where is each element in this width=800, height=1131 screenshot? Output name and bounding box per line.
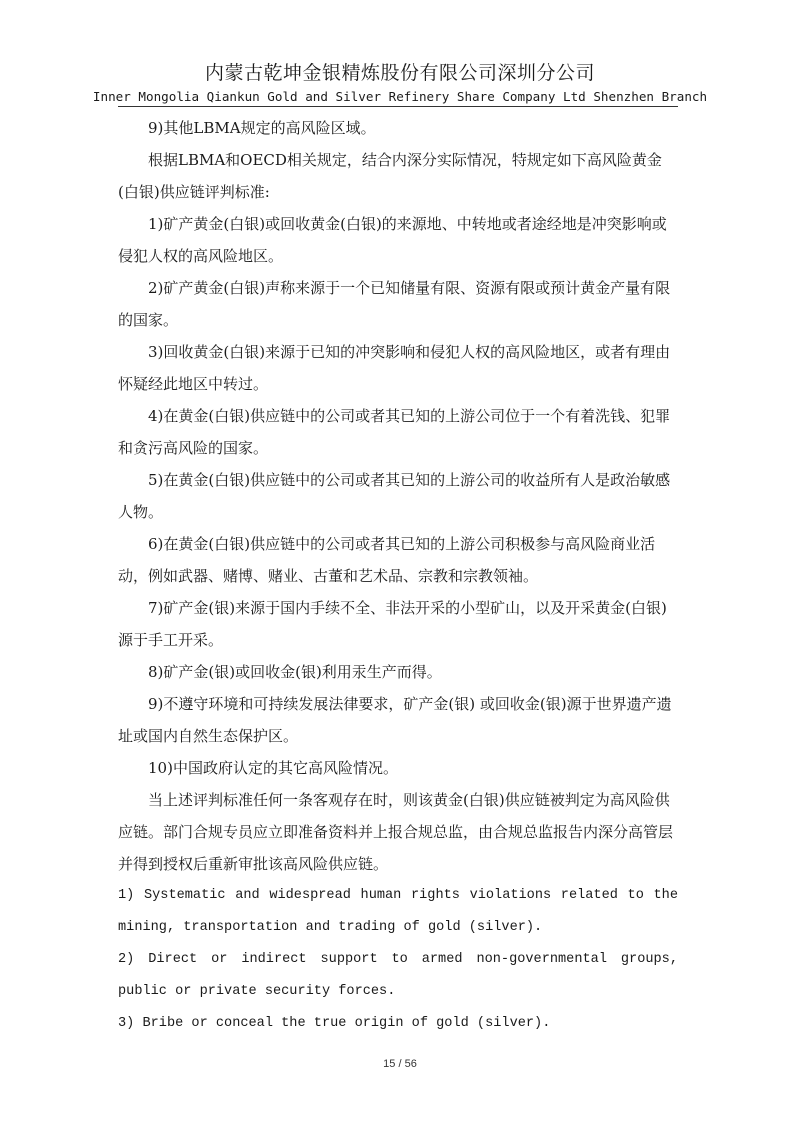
criterion-1: 1)矿产黄金(白银)或回收黄金(白银)的来源地、中转地或者途经地是冲突影响或侵犯人权的高风险地区。 <box>118 215 667 265</box>
document-body <box>118 112 678 1040</box>
criterion-7: 7)矿产金(银)来源于国内手续不全、非法开采的小型矿山，以及开采黄金(白银)源于手工开采。 <box>118 599 667 649</box>
paragraph-high-risk-procedure: 当上述评判标准任何一条客观存在时，则该黄金(白银)供应链被判定为高风险供应链。部门合规专员应立即准备资料并上报合规总监，由合规总监报告内深分高管层并得到授权后重新审批该高风险供应链。 <box>118 791 674 873</box>
company-name-english: Inner Mongolia Qiankun Gold and Silver Refinery Share Company Ltd Shenzhen Branch <box>92 89 708 104</box>
paragraph-criteria-intro: 根据LBMA和OECD相关规定，结合内深分实际情况，特规定如下高风险黄金(白银)供应链评判标准: <box>118 151 662 201</box>
criterion-4: 4)在黄金(白银)供应链中的公司或者其已知的上游公司位于一个有着洗钱、犯罪和贪污高风险的国家。 <box>118 407 671 457</box>
criterion-5: 5)在黄金(白银)供应链中的公司或者其已知的上游公司的收益所有人是政治敏感人物。 <box>118 471 671 521</box>
criterion-10: 10)中国政府认定的其它高风险情况。 <box>148 759 398 777</box>
english-item-1: 1) Systematic and widespread human rights violations related to the mining, transportation and trading of gold (silver). <box>118 888 678 935</box>
english-item-3: 3) Bribe or conceal the true origin of gold (silver). <box>118 1016 551 1031</box>
page-header <box>0 60 800 106</box>
criterion-3: 3)回收黄金(白银)来源于已知的冲突影响和侵犯人权的高风险地区，或者有理由怀疑经此地区中转过。 <box>118 343 671 393</box>
criterion-8: 8)矿产金(银)或回收金(银)利用汞生产而得。 <box>148 663 442 681</box>
header-divider <box>118 106 678 107</box>
company-name-chinese: 内蒙古乾坤金银精炼股份有限公司深圳分公司 <box>204 62 595 84</box>
paragraph-item-9-other-lbma: 9)其他LBMA规定的高风险区域。 <box>148 119 376 137</box>
criterion-6: 6)在黄金(白银)供应链中的公司或者其已知的上游公司积极参与高风险商业活动，例如武器、赌博、赌业、古董和艺术品、宗教和宗教领袖。 <box>118 535 656 585</box>
criterion-9: 9)不遵守环境和可持续发展法律要求，矿产金(银) 或回收金(银)源于世界遗产遗址或国内自然生态保护区。 <box>118 695 672 745</box>
english-item-2: 2) Direct or indirect support to armed non-governmental groups, public or private security forces. <box>118 952 678 999</box>
criterion-2: 2)矿产黄金(白银)声称来源于一个已知储量有限、资源有限或预计黄金产量有限的国家。 <box>118 279 671 329</box>
page-number: 15 / 56 <box>383 1058 417 1070</box>
